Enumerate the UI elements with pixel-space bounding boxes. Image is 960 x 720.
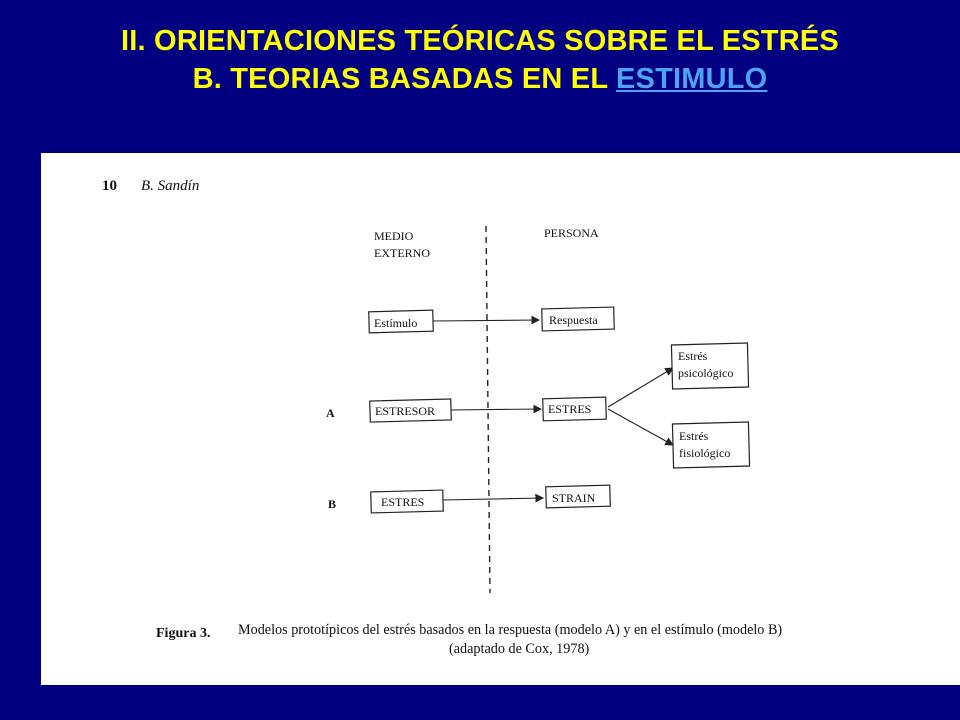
book-author: B. Sandín [141,178,200,194]
box-respuesta [542,307,615,331]
box-estres-psicologico [671,343,748,389]
box-psicologico-line-2: psicológico [678,366,734,380]
arrow-estres-strain [443,498,543,500]
row-label-a: A [326,406,335,420]
box-respuesta-label: Respuesta [549,313,598,327]
row-label-b: B [328,497,337,511]
caption-text: Modelos prototípicos del estrés basados en la respuesta (modelo A) y en el estímulo (modelo B) [238,622,783,638]
box-fisiologico-line-2: fisiológico [679,446,731,460]
title-line-1: II. ORIENTACIONES TEÓRICAS SOBRE EL ESTRÉS [121,25,839,57]
caption-line-2: (adaptado de Cox, 1978) [449,641,590,657]
box-estres-a [543,397,607,421]
box-estres-b [371,490,444,513]
column-label-externo: EXTERNO [374,246,430,260]
arrow-estresor-estres [451,409,541,410]
box-estres-a-label: ESTRES [548,402,592,416]
scanned-book-page [41,153,960,685]
box-estresor [370,399,452,422]
column-label-persona: PERSONA [544,226,599,240]
arrow-estres-psicologico [608,368,673,407]
box-estresor-label: ESTRESOR [375,404,436,418]
box-estres-b-label: ESTRES [381,495,425,509]
box-estimulo-label: Estímulo [374,316,418,330]
title-line-2 [0,60,960,98]
column-label-medio: MEDIO [374,229,414,243]
title-line-2-prefix: B. TEORIAS BASADAS EN EL [192,63,616,95]
arrow-estimulo-respuesta [433,320,539,321]
book-page-number: 10 [102,178,117,194]
estimulo-link[interactable]: ESTIMULO [615,63,768,95]
caption-label: Figura 3. [156,626,211,641]
box-estres-fisiologico [672,422,749,468]
slide-title [0,22,960,98]
box-psicologico-line-1: Estrés [678,349,708,363]
arrow-estres-fisiologico [608,409,673,445]
stress-model-diagram [41,153,960,685]
box-fisiologico-line-1: Estrés [679,429,709,443]
box-strain [546,485,611,508]
box-estimulo [369,310,434,333]
box-strain-label: STRAIN [552,491,596,505]
